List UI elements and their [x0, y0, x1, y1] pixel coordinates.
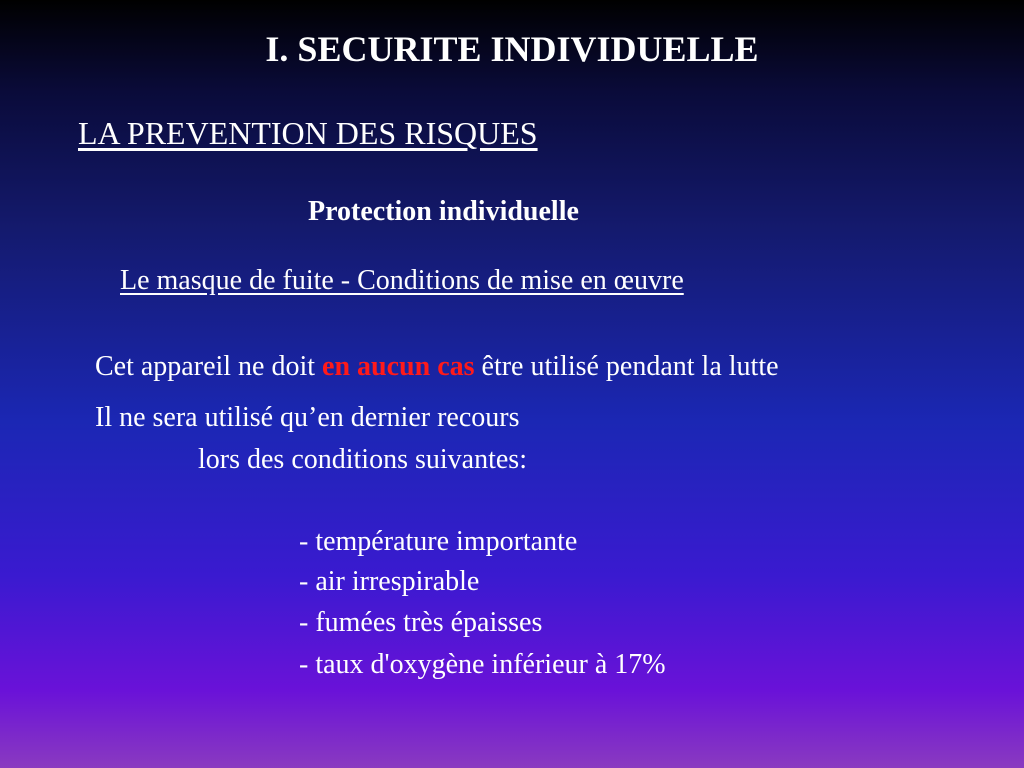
section-heading: LA PREVENTION DES RISQUES	[78, 115, 538, 151]
condition-item: - taux d'oxygène inférieur à 17%	[299, 649, 666, 680]
condition-item: - température importante	[299, 526, 578, 557]
subsection-heading: Protection individuelle	[308, 196, 579, 227]
usage-emphasis: en aucun cas	[322, 351, 475, 382]
recourse-line: Il ne sera utilisé qu’en dernier recours	[95, 402, 520, 433]
usage-text-before: Cet appareil ne doit	[95, 351, 323, 382]
usage-text-after: être utilisé pendant la lutte	[474, 351, 779, 382]
condition-item: - fumées très épaisses	[299, 607, 543, 638]
condition-item: - air irrespirable	[299, 566, 480, 597]
usage-restriction-line	[95, 353, 779, 381]
slide-title: I. SECURITE INDIVIDUELLE	[265, 29, 759, 69]
conditions-intro: lors des conditions suivantes:	[198, 444, 527, 475]
topic-heading: Le masque de fuite - Conditions de mise en œuvre	[120, 265, 684, 296]
